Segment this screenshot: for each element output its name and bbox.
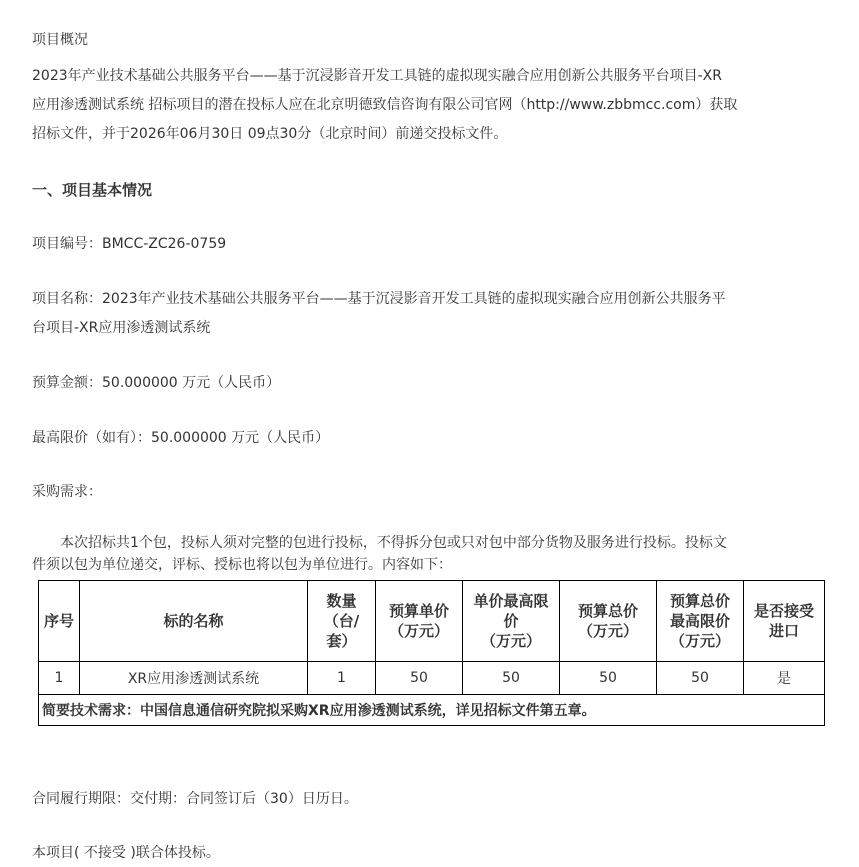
header-qty: 数量 （台/ 套） <box>308 581 376 662</box>
header-unit-budget: 预算单价 （万元） <box>376 581 463 662</box>
cell-name: XR应用渗透测试系统 <box>80 662 308 695</box>
table-summary-row <box>39 695 825 726</box>
table-header-row <box>39 581 825 662</box>
consortium-note: 本项目( 不接受 )联合体投标。 <box>32 845 220 861</box>
header-unit-max: 单价最高限 价 （万元） <box>463 581 560 662</box>
cell-qty: 1 <box>308 662 376 695</box>
procurement-table <box>38 580 825 726</box>
overview-paragraph-line-2: 应用渗透测试系统 招标项目的潜在投标人应在北京明德致信咨询有限公司官网（http://www.zbbmcc.com）获取 <box>32 97 738 113</box>
contract-period: 合同履行期限：交付期：合同签订后（30）日历日。 <box>32 791 358 807</box>
header-total-budget: 预算总价 （万元） <box>560 581 657 662</box>
header-no: 序号 <box>39 581 80 662</box>
cell-unit-max: 50 <box>463 662 560 695</box>
project-name-line-2: 台项目-XR应用渗透测试系统 <box>32 320 211 336</box>
project-name-line-1: 项目名称：2023年产业技术基础公共服务平台——基于沉浸影音开发工具链的虚拟现实融合应用创新公共服务平 <box>32 291 726 307</box>
section-title: 一、项目基本情况 <box>32 181 153 199</box>
cell-total-budget: 50 <box>560 662 657 695</box>
technical-summary: 简要技术需求：中国信息通信研究院拟采购XR应用渗透测试系统，详见招标文件第五章。 <box>39 695 825 726</box>
cell-no: 1 <box>39 662 80 695</box>
project-number: 项目编号：BMCC-ZC26-0759 <box>32 236 227 252</box>
header-name: 标的名称 <box>80 581 308 662</box>
overview-paragraph-line-1: 2023年产业技术基础公共服务平台——基于沉浸影音开发工具链的虚拟现实融合应用创新公共服务平台项目-XR <box>32 68 722 84</box>
requirement-label: 采购需求： <box>32 484 102 500</box>
overview-paragraph-line-3: 招标文件，并于2026年06月30日 09点30分（北京时间）前递交投标文件。 <box>32 126 508 142</box>
cell-import: 是 <box>744 662 825 695</box>
budget-amount: 预算金额：50.000000 万元（人民币） <box>32 375 281 391</box>
table-row <box>39 662 825 695</box>
requirement-line-2: 件须以包为单位递交，评标、授标也将以包为单位进行。内容如下： <box>32 557 452 573</box>
cell-unit-budget: 50 <box>376 662 463 695</box>
overview-heading: 项目概况 <box>32 32 88 48</box>
requirement-line-1: 本次招标共1个包，投标人须对完整的包进行投标，不得拆分包或只对包中部分货物及服务进行投标。投标文 <box>60 535 727 551</box>
cell-total-max: 50 <box>657 662 744 695</box>
header-total-max: 预算总价 最高限价 （万元） <box>657 581 744 662</box>
max-price: 最高限价（如有）：50.000000 万元（人民币） <box>32 430 330 446</box>
header-import: 是否接受 进口 <box>744 581 825 662</box>
